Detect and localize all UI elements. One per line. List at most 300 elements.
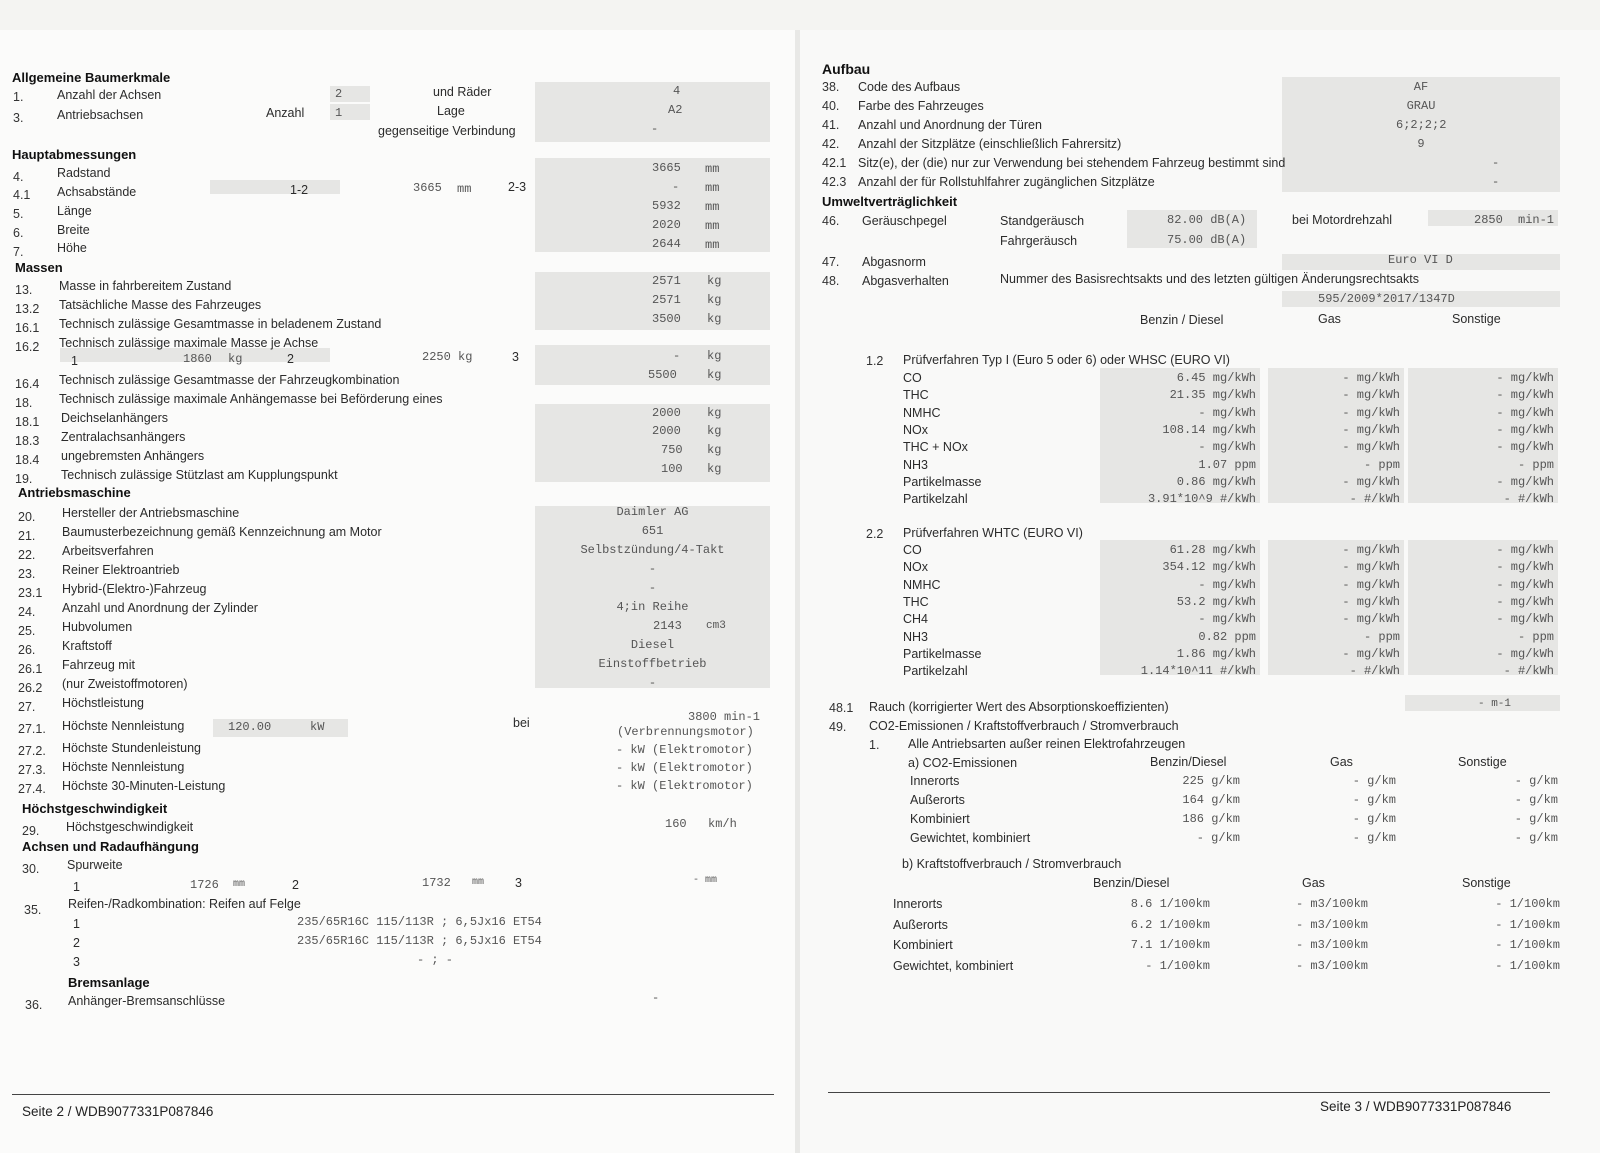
value-sonstige: - mg/kWh: [1496, 560, 1554, 575]
value-sonstige: - mg/kWh: [1496, 405, 1554, 420]
item-number: 36.: [25, 998, 43, 1012]
value-lage: A2: [668, 103, 683, 117]
value-sonstige: - mg/kWh: [1496, 594, 1554, 609]
label-1-2: 1-2: [290, 183, 309, 197]
label-bei-motordrehzahl: bei Motordrehzahl: [1292, 213, 1393, 227]
label: Anzahl und Anordnung der Türen: [858, 118, 1042, 132]
item-number: 13.: [15, 283, 33, 297]
value-ungebremst: 750: [661, 443, 683, 457]
tire-row-number: 1: [73, 917, 80, 931]
value-sonstige: - 1/100km: [1495, 958, 1560, 973]
row-label: Partikelzahl: [903, 492, 968, 507]
label: Hybrid-(Elektro-)Fahrzeug: [62, 582, 207, 596]
label: Technisch zulässige Gesamtmasse der Fahrzeugkombination: [59, 373, 400, 387]
axle-2: 2: [292, 878, 299, 892]
item-number: 16.4: [15, 377, 40, 391]
value-benzin-diesel: - 1/100km: [1145, 958, 1210, 973]
row-label: Kombiniert: [893, 938, 953, 952]
value-benzin-diesel: 225 g/km: [1182, 774, 1240, 788]
label: Kraftstoff: [62, 639, 112, 653]
unit: mm: [705, 162, 720, 176]
footer-rule: [12, 1094, 774, 1095]
item-number: 7.: [13, 245, 24, 259]
unit: cm3: [706, 620, 726, 632]
label: Höchste Nennleistung: [62, 719, 185, 733]
value-gas: - g/km: [1352, 812, 1396, 826]
value-baumuster: 651: [641, 524, 664, 538]
value-vmax: 160: [665, 817, 687, 831]
value-benzin-diesel: 7.1 1/100km: [1130, 938, 1210, 952]
label-radstand: Radstand: [57, 166, 111, 180]
value-sonstige: - 1/100km: [1495, 917, 1560, 932]
row-label: CH4: [903, 612, 929, 627]
value-gas: - mg/kWh: [1342, 440, 1400, 455]
label: Farbe des Fahrzeuges: [858, 99, 984, 113]
value-achse-1: 1860: [183, 352, 212, 366]
unit: kg: [707, 443, 722, 457]
item-number: 1.2: [866, 354, 884, 368]
value-sonstige: - mg/kWh: [1496, 612, 1554, 627]
value-benzin-diesel: 186 g/km: [1182, 812, 1240, 826]
label: Zentralachsanhängers: [61, 430, 186, 444]
value-laenge: 5932: [652, 199, 681, 213]
value-masse-fahrbereit: 2571: [652, 274, 681, 288]
value-gas: - mg/kWh: [1342, 560, 1400, 575]
value-abgasnorm: Euro VI D: [1388, 253, 1453, 267]
value-sonstige: - mg/kWh: [1496, 474, 1554, 489]
value-spurweite-1: 1726: [190, 878, 219, 892]
axle-3: 3: [512, 350, 519, 364]
value-sonstige: - ppm: [1517, 457, 1554, 472]
tire-row-number: 2: [73, 936, 80, 950]
label: Höchste Stundenleistung: [62, 741, 201, 755]
label: Technisch zulässige maximale Anhängemasse bei Beförderung eines: [59, 392, 443, 406]
row-label: CO: [903, 371, 922, 385]
value-sonstige: - g/km: [1514, 812, 1558, 826]
row-label: THC: [903, 388, 929, 403]
value-motordrehzahl: 2850: [1474, 213, 1503, 227]
value-farbe: GRAU: [1406, 99, 1436, 113]
value-stundenleistung: - kW (Elektromotor): [616, 743, 753, 757]
page-footer-left: Seite 2 / WDB9077331P087846: [22, 1104, 214, 1119]
item-number: 4.1: [13, 188, 31, 202]
label-gegenseitige-verbindung: gegenseitige Verbindung: [378, 124, 516, 138]
row-label: NOx: [903, 560, 928, 575]
unit: mm: [457, 182, 472, 196]
label-lage: Lage: [437, 104, 465, 118]
unit: mm: [705, 200, 720, 214]
field-bg: [210, 180, 340, 194]
unit: kg: [707, 406, 722, 420]
row-label: Gewichtet, kombiniert: [910, 831, 1031, 845]
row-label: THC: [903, 594, 929, 609]
table-title-typ1: Prüfverfahren Typ I (Euro 5 oder 6) oder WHSC (EURO VI): [903, 353, 1230, 367]
item-number: 47.: [822, 255, 840, 269]
label-laenge: Länge: [57, 204, 92, 218]
tire-row-number: 3: [73, 955, 80, 969]
field-bg: [1282, 77, 1560, 192]
value-gas: - mg/kWh: [1342, 543, 1400, 557]
value-benzin-diesel: 0.82 ppm: [1198, 629, 1256, 644]
value-gas: - mg/kWh: [1342, 594, 1400, 609]
row-label: Außerorts: [893, 917, 948, 932]
unit: kg: [707, 312, 722, 326]
value-rollstuhl: -: [1492, 175, 1500, 189]
item-number: 22.: [18, 548, 36, 562]
label: ungebremsten Anhängers: [61, 449, 205, 463]
item-number: 16.1: [15, 321, 40, 335]
section-massen: Massen: [15, 260, 63, 275]
item-number: 1.: [13, 90, 24, 104]
item-number: 3.: [13, 111, 24, 125]
value-benzin-diesel: 21.35 mg/kWh: [1169, 388, 1256, 403]
value-bremsanschluesse: -: [652, 991, 660, 1005]
label-hoehe: Höhe: [57, 241, 87, 255]
value-sonstige: - ppm: [1517, 629, 1554, 644]
label: CO2-Emissionen / Kraftstoffverbrauch / Stromverbrauch: [869, 719, 1179, 733]
value-benzin-diesel: - mg/kWh: [1198, 577, 1256, 592]
label: Höchstgeschwindigkeit: [66, 820, 194, 834]
value-achsabstand-1-2: 3665: [413, 181, 442, 195]
value-arbeitsverfahren: Selbstzündung/4-Takt: [580, 543, 725, 557]
value-benzin-diesel: 6.45 mg/kWh: [1176, 371, 1256, 385]
unit: kW: [310, 720, 325, 734]
unit: mm: [472, 877, 485, 888]
value-anzahl-achsen: 2: [335, 87, 343, 101]
page-footer-right: Seite 3 / WDB9077331P087846: [1320, 1099, 1512, 1114]
value-gegenseitige-verbindung: -: [651, 122, 659, 136]
item-number: 30.: [22, 862, 40, 876]
unit: km/h: [708, 817, 737, 831]
value-sonstige: - mg/kWh: [1496, 371, 1554, 385]
value-benzin-diesel: 53.2 mg/kWh: [1176, 594, 1256, 609]
value-spurweite-2: 1732: [422, 876, 451, 890]
item-number: 24.: [18, 605, 36, 619]
label: Alle Antriebsarten außer reinen Elektrofahrzeugen: [908, 737, 1186, 751]
value-sonstige: - mg/kWh: [1496, 388, 1554, 403]
value-rechtsakt: 595/2009*2017/1347D: [1318, 292, 1455, 306]
label-bei: bei: [513, 716, 530, 730]
unit: kg: [707, 424, 722, 438]
unit: kg: [458, 350, 473, 364]
item-number: 46.: [822, 214, 840, 228]
row-label: Gewichtet, kombiniert: [893, 958, 1014, 973]
value-sonstige: - mg/kWh: [1496, 422, 1554, 437]
value-zweistoff: -: [648, 676, 657, 690]
axle-1: 1: [73, 880, 80, 894]
label-achsabstaende: Achsabstände: [57, 185, 137, 199]
item-number: 5.: [13, 207, 24, 221]
label-standgeraeusch: Standgeräusch: [1000, 214, 1085, 228]
value-hybrid: -: [648, 581, 657, 595]
item-number: 38.: [822, 80, 840, 94]
value-gas: - m3/100km: [1295, 958, 1368, 973]
axle-2: 2: [287, 352, 294, 366]
item-number: 23.: [18, 567, 36, 581]
item-number: 27.1.: [18, 722, 46, 736]
item-number: 42.: [822, 137, 840, 151]
col-gas: Gas: [1318, 312, 1341, 326]
value-sonstige: - 1/100km: [1495, 938, 1560, 952]
value-rauch: - m-1: [1478, 698, 1512, 710]
row-label: NOx: [903, 422, 928, 437]
item-number: 20.: [18, 510, 36, 524]
unit: kg: [707, 368, 722, 382]
item-number: 16.2: [15, 340, 40, 354]
value-reifen-3: - ; -: [417, 953, 454, 967]
value-reifen-2: 235/65R16C 115/113R ; 6,5Jx16 ET54: [297, 934, 542, 948]
value-gas: - mg/kWh: [1342, 371, 1400, 385]
value-nennleistung-elektro: - kW (Elektromotor): [616, 761, 753, 775]
value-standgeraeusch: 82.00 dB(A): [1167, 213, 1247, 227]
col-gas: Gas: [1330, 755, 1353, 769]
value-drehzahl: 3800 min-1: [688, 710, 761, 724]
label-antriebsachsen: Antriebsachsen: [57, 108, 144, 122]
label: Rauch (korrigierter Wert des Absorptionskoeffizienten): [869, 700, 1169, 714]
value-antriebsachsen-anzahl: 1: [335, 106, 343, 120]
item-number: 27.3.: [18, 763, 46, 777]
value-elektroantrieb: -: [648, 562, 657, 576]
value-gas: - #/kWh: [1349, 664, 1400, 679]
label: (nur Zweistoffmotoren): [62, 677, 188, 691]
col-gas: Gas: [1302, 876, 1325, 890]
row-label: NMHC: [903, 405, 941, 420]
row-label: Partikelzahl: [903, 664, 968, 679]
value-benzin-diesel: - mg/kWh: [1198, 405, 1256, 420]
label: Technisch zulässige maximale Masse je Achse: [59, 336, 319, 350]
label-und-raeder: und Räder: [433, 85, 492, 99]
value-gas: - mg/kWh: [1342, 612, 1400, 627]
value-sonstige: - #/kWh: [1503, 492, 1554, 507]
label: Technisch zulässige Gesamtmasse in beladenem Zustand: [59, 317, 382, 331]
item-number: 26.: [18, 643, 36, 657]
item-number: 18.4: [15, 453, 40, 467]
value-spurweite-3: - mm: [693, 875, 718, 886]
value-benzin-diesel: 354.12 mg/kWh: [1162, 560, 1256, 575]
col-benzin-diesel: Benzin/Diesel: [1150, 755, 1227, 769]
section-umweltvertraeglichkeit: Umweltverträglichkeit: [822, 194, 958, 209]
label: Tatsächliche Masse des Fahrzeuges: [59, 298, 262, 312]
item-number: 26.1: [18, 662, 43, 676]
item-number: 42.1: [822, 156, 847, 170]
label: Höchste 30-Minuten-Leistung: [62, 779, 226, 793]
col-sonstige: Sonstige: [1462, 876, 1511, 890]
item-number: 26.2: [18, 681, 43, 695]
item-number: 2.2: [866, 527, 884, 541]
value-benzin-diesel: 6.2 1/100km: [1130, 917, 1210, 932]
value-gas: - mg/kWh: [1342, 388, 1400, 403]
label: Arbeitsverfahren: [62, 544, 154, 558]
section-achsen-radaufhaengung: Achsen und Radaufhängung: [22, 839, 199, 854]
value-code-aufbau: AF: [1413, 80, 1429, 94]
item-number: 13.2: [15, 302, 40, 316]
value-benzin-diesel: - g/km: [1196, 831, 1240, 845]
value-fahrzeug-mit: Einstoffbetrieb: [598, 657, 707, 671]
value-benzin-diesel: - mg/kWh: [1198, 612, 1256, 627]
value-gas: - g/km: [1352, 774, 1396, 788]
label: Fahrzeug mit: [62, 658, 135, 672]
section-hauptabmessungen: Hauptabmessungen: [12, 147, 137, 162]
value-sonstige: - g/km: [1514, 774, 1558, 788]
section-aufbau: Aufbau: [822, 61, 871, 77]
value-deichselanhaenger: 2000: [652, 406, 681, 420]
value-gas: - mg/kWh: [1342, 422, 1400, 437]
value-sitzplaetze: 9: [1417, 137, 1425, 151]
value-kraftstoff: Diesel: [630, 638, 675, 652]
item-number: 18.3: [15, 434, 40, 448]
value-benzin-diesel: 1.14*10^11 #/kWh: [1140, 664, 1256, 679]
row-label: THC + NOx: [903, 440, 968, 455]
row-label: CO: [903, 543, 922, 557]
value-benzin-diesel: 164 g/km: [1182, 793, 1240, 807]
item-number: 48.1: [829, 701, 854, 715]
unit: mm: [233, 879, 246, 890]
value-30min-leistung: - kW (Elektromotor): [616, 779, 753, 793]
value-kombination: 5500: [648, 368, 677, 382]
value-gas: - m3/100km: [1295, 917, 1368, 932]
value-achse-3: -: [673, 349, 681, 363]
value-gas: - g/km: [1352, 831, 1396, 845]
item-number: 23.1: [18, 586, 43, 600]
section-antriebsmaschine: Antriebsmaschine: [18, 485, 131, 500]
value-benzin-diesel: 108.14 mg/kWh: [1162, 422, 1256, 437]
value-hersteller: Daimler AG: [616, 505, 689, 519]
unit: kg: [707, 349, 722, 363]
value-sonstige: - g/km: [1514, 831, 1558, 845]
value-gas: - mg/kWh: [1342, 474, 1400, 489]
label: Anzahl und Anordnung der Zylinder: [62, 601, 258, 615]
value-benzin-diesel: 1.86 mg/kWh: [1176, 646, 1256, 661]
label: Anzahl der Sitzplätze (einschließlich Fahrersitz): [858, 137, 1122, 151]
unit: kg: [707, 274, 722, 288]
item-number: 25.: [18, 624, 36, 638]
label: Hubvolumen: [62, 620, 133, 634]
value-tueren: 6;2;2;2: [1396, 118, 1447, 132]
row-label: Innerorts: [910, 774, 960, 788]
label: Masse in fahrbereitem Zustand: [59, 279, 232, 293]
label: Sitz(e), der (die) nur zur Verwendung bei stehendem Fahrzeug bestimmt sind: [858, 156, 1286, 170]
item-number: 48.: [822, 274, 840, 288]
label: Höchste Nennleistung: [62, 760, 185, 774]
value-sonstige: - mg/kWh: [1496, 440, 1554, 455]
row-label: Innerorts: [893, 897, 943, 911]
value-sonstige: - mg/kWh: [1496, 577, 1554, 592]
value-benzin-diesel: 0.86 mg/kWh: [1176, 474, 1256, 489]
value-achse-2: 2250: [422, 350, 451, 364]
verbrauch-title: b) Kraftstoffverbrauch / Stromverbrauch: [902, 857, 1122, 871]
label: Hersteller der Antriebsmaschine: [62, 506, 240, 520]
col-sonstige: Sonstige: [1452, 312, 1501, 326]
value-gesamtmasse: 3500: [652, 312, 681, 326]
unit: mm: [705, 181, 720, 195]
unit: kg: [228, 352, 243, 366]
label: Technisch zulässige Stützlast am Kupplungspunkt: [61, 468, 338, 482]
value-verbrennungsmotor: (Verbrennungsmotor): [617, 725, 754, 739]
label: Baumusterbezeichnung gemäß Kennzeichnung am Motor: [62, 525, 382, 539]
label-2-3: 2-3: [508, 180, 527, 194]
value-tatsaechliche-masse: 2571: [652, 293, 681, 307]
value-benzin-diesel: - mg/kWh: [1198, 440, 1256, 455]
value-sonstige: - mg/kWh: [1496, 646, 1554, 661]
row-label: Kombiniert: [910, 812, 970, 826]
unit: min-1: [1518, 213, 1555, 227]
label-anzahl-achsen: Anzahl der Achsen: [57, 88, 162, 102]
value-fahrgeraeusch: 75.00 dB(A): [1167, 233, 1247, 247]
col-sonstige: Sonstige: [1458, 755, 1507, 769]
item-number: 27.2.: [18, 744, 46, 758]
item-number: 27.: [18, 700, 36, 714]
unit: kg: [707, 293, 722, 307]
item-number: 27.4.: [18, 782, 46, 796]
value-benzin-diesel: 1.07 ppm: [1198, 457, 1256, 472]
row-label: Außerorts: [910, 793, 965, 807]
item-number: 4.: [13, 170, 24, 184]
value-reifen-1: 235/65R16C 115/113R ; 6,5Jx16 ET54: [297, 915, 542, 929]
value-zentralachsanhaenger: 2000: [652, 424, 681, 438]
label-rechtsakt: Nummer des Basisrechtsakts und des letzten gültigen Änderungsrechtsakts: [1000, 272, 1419, 286]
value-gas: - g/km: [1352, 793, 1396, 807]
value-sonstige: - mg/kWh: [1496, 543, 1554, 557]
axle-1: 1: [71, 354, 78, 368]
value-gas: - mg/kWh: [1342, 405, 1400, 420]
value-sonstige: - #/kWh: [1503, 664, 1554, 679]
col-benzin-diesel: Benzin/Diesel: [1093, 876, 1170, 890]
row-label: NH3: [903, 457, 929, 472]
item-number: 18.: [15, 396, 33, 410]
value-sonstige: - g/km: [1514, 793, 1558, 807]
value-gas: - mg/kWh: [1342, 577, 1400, 592]
item-number: 41.: [822, 118, 840, 132]
value-gas: - ppm: [1363, 457, 1400, 472]
value-benzin-diesel: 61.28 mg/kWh: [1169, 543, 1256, 557]
item-number: 1.: [869, 738, 880, 752]
label: Abgasnorm: [862, 255, 926, 269]
value-gas: - #/kWh: [1349, 492, 1400, 507]
value-gas: - mg/kWh: [1342, 646, 1400, 661]
item-number: 29.: [22, 824, 40, 838]
item-number: 21.: [18, 529, 36, 543]
unit: kg: [707, 462, 722, 476]
item-number: 18.1: [15, 415, 40, 429]
axle-3: 3: [515, 876, 522, 890]
row-label: NH3: [903, 629, 929, 644]
section-bremsanlage: Bremsanlage: [68, 975, 150, 990]
value-stuetzlast: 100: [661, 462, 683, 476]
row-label: Partikelmasse: [903, 646, 982, 661]
value-zylinder: 4;in Reihe: [616, 600, 689, 614]
label: Deichselanhängers: [61, 411, 169, 425]
value-nennleistung: 120.00: [228, 720, 272, 734]
section-allgemeine-baumerkmale: Allgemeine Baumerkmale: [12, 70, 171, 85]
row-label: NMHC: [903, 577, 941, 592]
label: Anzahl der für Rollstuhlfahrer zugänglichen Sitzplätze: [858, 175, 1155, 189]
footer-rule: [828, 1092, 1550, 1093]
value-sitze-stehend: -: [1492, 156, 1500, 170]
section-hoechstgeschwindigkeit: Höchstgeschwindigkeit: [22, 801, 168, 816]
value-gas: - ppm: [1363, 629, 1400, 644]
item-number: 40.: [822, 99, 840, 113]
row-label: Partikelmasse: [903, 474, 982, 489]
unit: mm: [705, 219, 720, 233]
label-anzahl: Anzahl: [266, 106, 305, 120]
value-gas: - m3/100km: [1295, 897, 1368, 911]
label: Geräuschpegel: [862, 214, 947, 228]
co2-title: a) CO2-Emissionen: [908, 756, 1018, 770]
label: Abgasverhalten: [862, 274, 949, 288]
label-fahrgeraeusch: Fahrgeräusch: [1000, 234, 1078, 248]
value-hubvolumen: 2143: [653, 619, 682, 633]
item-number: 19.: [15, 472, 33, 486]
